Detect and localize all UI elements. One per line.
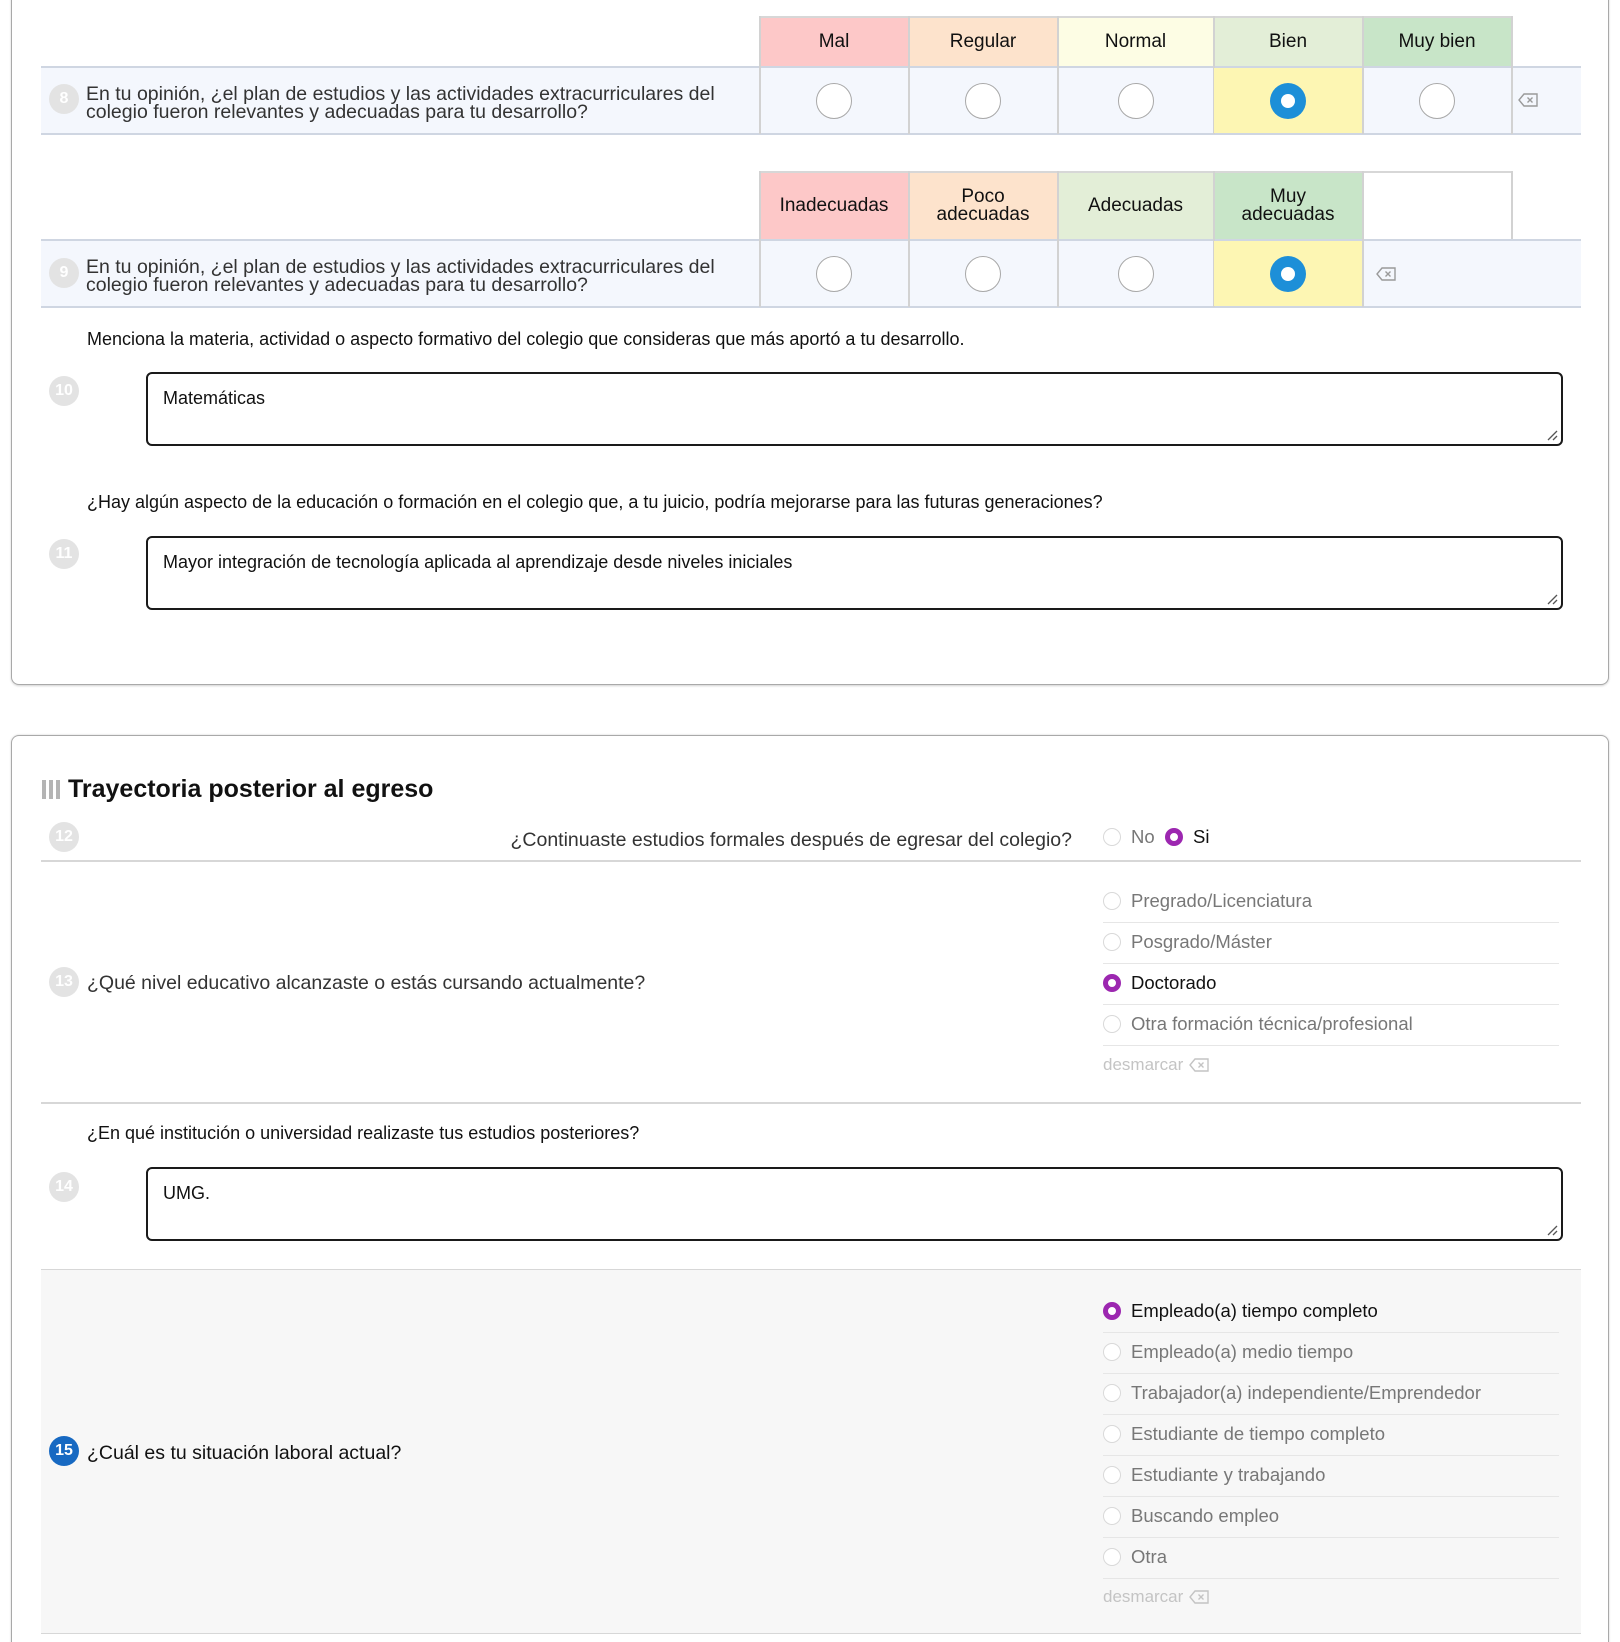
column-header-muy-bien: Muy bien	[1363, 17, 1511, 67]
question-8-text	[86, 85, 715, 121]
clear-selection-link[interactable]	[1103, 1055, 1209, 1075]
column-header-normal: Normal	[1058, 17, 1213, 67]
option-si-selected[interactable]	[1165, 826, 1209, 848]
option-label: Empleado(a) medio tiempo	[1131, 1341, 1354, 1362]
answer-text: Matemáticas	[163, 388, 266, 408]
option-posgrado[interactable]	[1103, 931, 1272, 953]
option-label: Posgrado/Máster	[1131, 931, 1272, 952]
clear-answer-icon[interactable]	[1376, 267, 1396, 281]
question-number-badge: 9	[49, 258, 79, 288]
option-label: Doctorado	[1131, 972, 1217, 993]
radio[interactable]	[1103, 1343, 1121, 1361]
option-otra-formacion[interactable]	[1103, 1013, 1413, 1035]
section-title	[42, 775, 433, 804]
radio-pregrado[interactable]	[1103, 892, 1121, 910]
clear-icon	[1189, 1590, 1209, 1604]
cell-adecuadas[interactable]	[1058, 241, 1213, 306]
resize-grip-icon[interactable]	[1546, 1224, 1558, 1236]
radio-si-selected[interactable]	[1165, 828, 1183, 846]
column-header-regular: Regular	[909, 17, 1057, 67]
cell-muy-bien[interactable]	[1363, 68, 1511, 133]
clear-selection-link[interactable]	[1103, 1587, 1209, 1607]
question-14-prompt: ¿En qué institución o universidad realizaste tus estudios posteriores?	[87, 1123, 640, 1143]
option-no[interactable]	[1103, 826, 1155, 848]
option-label: No	[1131, 826, 1155, 847]
question-12-text: ¿Continuaste estudios formales después de egresar del colegio?	[510, 829, 1072, 851]
question-text-line: En tu opinión, ¿el plan de estudios y las actividades extracurriculares del	[86, 256, 715, 278]
answer-textarea[interactable]	[146, 372, 1563, 446]
answer-textarea[interactable]	[146, 536, 1563, 610]
option-label: Otra formación técnica/profesional	[1131, 1013, 1413, 1034]
cell-poco-adecuadas[interactable]	[909, 241, 1057, 306]
column-header-poco-adecuadas: Poco adecuadas	[909, 172, 1057, 239]
option-otra[interactable]	[1103, 1546, 1167, 1568]
section-handle-icon	[42, 780, 60, 799]
radio-normal[interactable]	[1118, 83, 1154, 119]
radio-muy-bien[interactable]	[1419, 83, 1455, 119]
cell-normal[interactable]	[1058, 68, 1213, 133]
question-number-badge: 10	[49, 376, 79, 406]
question-9-text	[86, 258, 715, 294]
option-pregrado[interactable]	[1103, 890, 1312, 912]
radio[interactable]	[1103, 1425, 1121, 1443]
column-header-muy-adecuadas: Muy adecuadas	[1214, 172, 1362, 239]
section-title-text: Trayectoria posterior al egreso	[68, 775, 434, 803]
radio[interactable]	[1103, 1466, 1121, 1484]
resize-grip-icon[interactable]	[1546, 429, 1558, 441]
radio[interactable]	[1103, 1548, 1121, 1566]
question-number-badge: 14	[49, 1172, 79, 1202]
question-text-line: colegio fueron relevantes y adecuadas para tu desarrollo?	[86, 101, 588, 123]
option-label: Si	[1193, 826, 1210, 847]
option-label: Trabajador(a) independiente/Emprendedor	[1131, 1382, 1482, 1403]
cell-mal[interactable]	[760, 68, 908, 133]
option-estudiante-trabajando[interactable]	[1103, 1464, 1325, 1486]
radio-selected[interactable]	[1103, 1302, 1121, 1320]
clear-icon	[1189, 1058, 1209, 1072]
radio-doctorado-selected[interactable]	[1103, 974, 1121, 992]
clear-answer-icon[interactable]	[1518, 93, 1538, 107]
option-label: Otra	[1131, 1546, 1167, 1567]
option-label: Empleado(a) tiempo completo	[1131, 1300, 1378, 1321]
option-label: Estudiante de tiempo completo	[1131, 1423, 1386, 1444]
radio-otra-formacion[interactable]	[1103, 1015, 1121, 1033]
radio-regular[interactable]	[965, 83, 1001, 119]
option-label: Estudiante y trabajando	[1131, 1464, 1326, 1485]
clear-label: desmarcar	[1103, 1055, 1184, 1074]
option-estudiante-tiempo-completo[interactable]	[1103, 1423, 1385, 1445]
answer-text: UMG.	[163, 1183, 210, 1203]
question-number-badge: 8	[49, 84, 79, 114]
question-15-text: ¿Cuál es tu situación laboral actual?	[87, 1442, 402, 1464]
question-number-badge-active: 15	[49, 1436, 79, 1466]
question-number-badge: 12	[49, 822, 79, 852]
question-10-prompt: Menciona la materia, actividad o aspecto formativo del colegio que consideras que más aportó a tu desarrollo.	[87, 329, 965, 349]
column-header-adecuadas: Adecuadas	[1058, 172, 1213, 239]
radio-poco-adecuadas[interactable]	[965, 256, 1001, 292]
radio[interactable]	[1103, 1507, 1121, 1525]
radio[interactable]	[1103, 1384, 1121, 1402]
column-header-inadecuadas: Inadecuadas	[760, 172, 908, 239]
option-doctorado-selected[interactable]	[1103, 972, 1216, 994]
option-buscando-empleo[interactable]	[1103, 1505, 1279, 1527]
question-number-badge: 11	[49, 539, 79, 569]
option-label: Pregrado/Licenciatura	[1131, 890, 1312, 911]
question-number-badge: 13	[49, 967, 79, 997]
question-13-text: ¿Qué nivel educativo alcanzaste o estás cursando actualmente?	[87, 972, 646, 994]
radio-bien-selected[interactable]	[1270, 83, 1306, 119]
option-label: Buscando empleo	[1131, 1505, 1280, 1526]
option-empleado-tiempo-completo-selected[interactable]	[1103, 1300, 1378, 1322]
cell-regular[interactable]	[909, 68, 1057, 133]
option-independiente[interactable]	[1103, 1382, 1481, 1404]
cell-muy-adecuadas-selected[interactable]	[1214, 241, 1362, 306]
clear-label: desmarcar	[1103, 1587, 1184, 1606]
column-header-bien: Bien	[1214, 17, 1362, 67]
cell-bien-selected[interactable]	[1214, 68, 1362, 133]
resize-grip-icon[interactable]	[1546, 593, 1558, 605]
radio-no[interactable]	[1103, 828, 1121, 846]
answer-text: Mayor integración de tecnología aplicada al aprendizaje desde niveles iniciales	[163, 552, 793, 572]
radio-muy-adecuadas-selected[interactable]	[1270, 256, 1306, 292]
radio-adecuadas[interactable]	[1118, 256, 1154, 292]
option-empleado-medio-tiempo[interactable]	[1103, 1341, 1353, 1363]
column-header-mal: Mal	[760, 17, 908, 67]
answer-textarea[interactable]	[146, 1167, 1563, 1241]
question-text-line: colegio fueron relevantes y adecuadas para tu desarrollo?	[86, 274, 588, 296]
radio-posgrado[interactable]	[1103, 933, 1121, 951]
question-text-line: En tu opinión, ¿el plan de estudios y las actividades extracurriculares del	[86, 83, 715, 105]
radio-mal[interactable]	[816, 83, 852, 119]
radio-inadecuadas[interactable]	[816, 256, 852, 292]
cell-inadecuadas[interactable]	[760, 241, 908, 306]
question-11-prompt: ¿Hay algún aspecto de la educación o formación en el colegio que, a tu juicio, podría mejorarse para las futuras generaciones?	[87, 492, 1103, 512]
